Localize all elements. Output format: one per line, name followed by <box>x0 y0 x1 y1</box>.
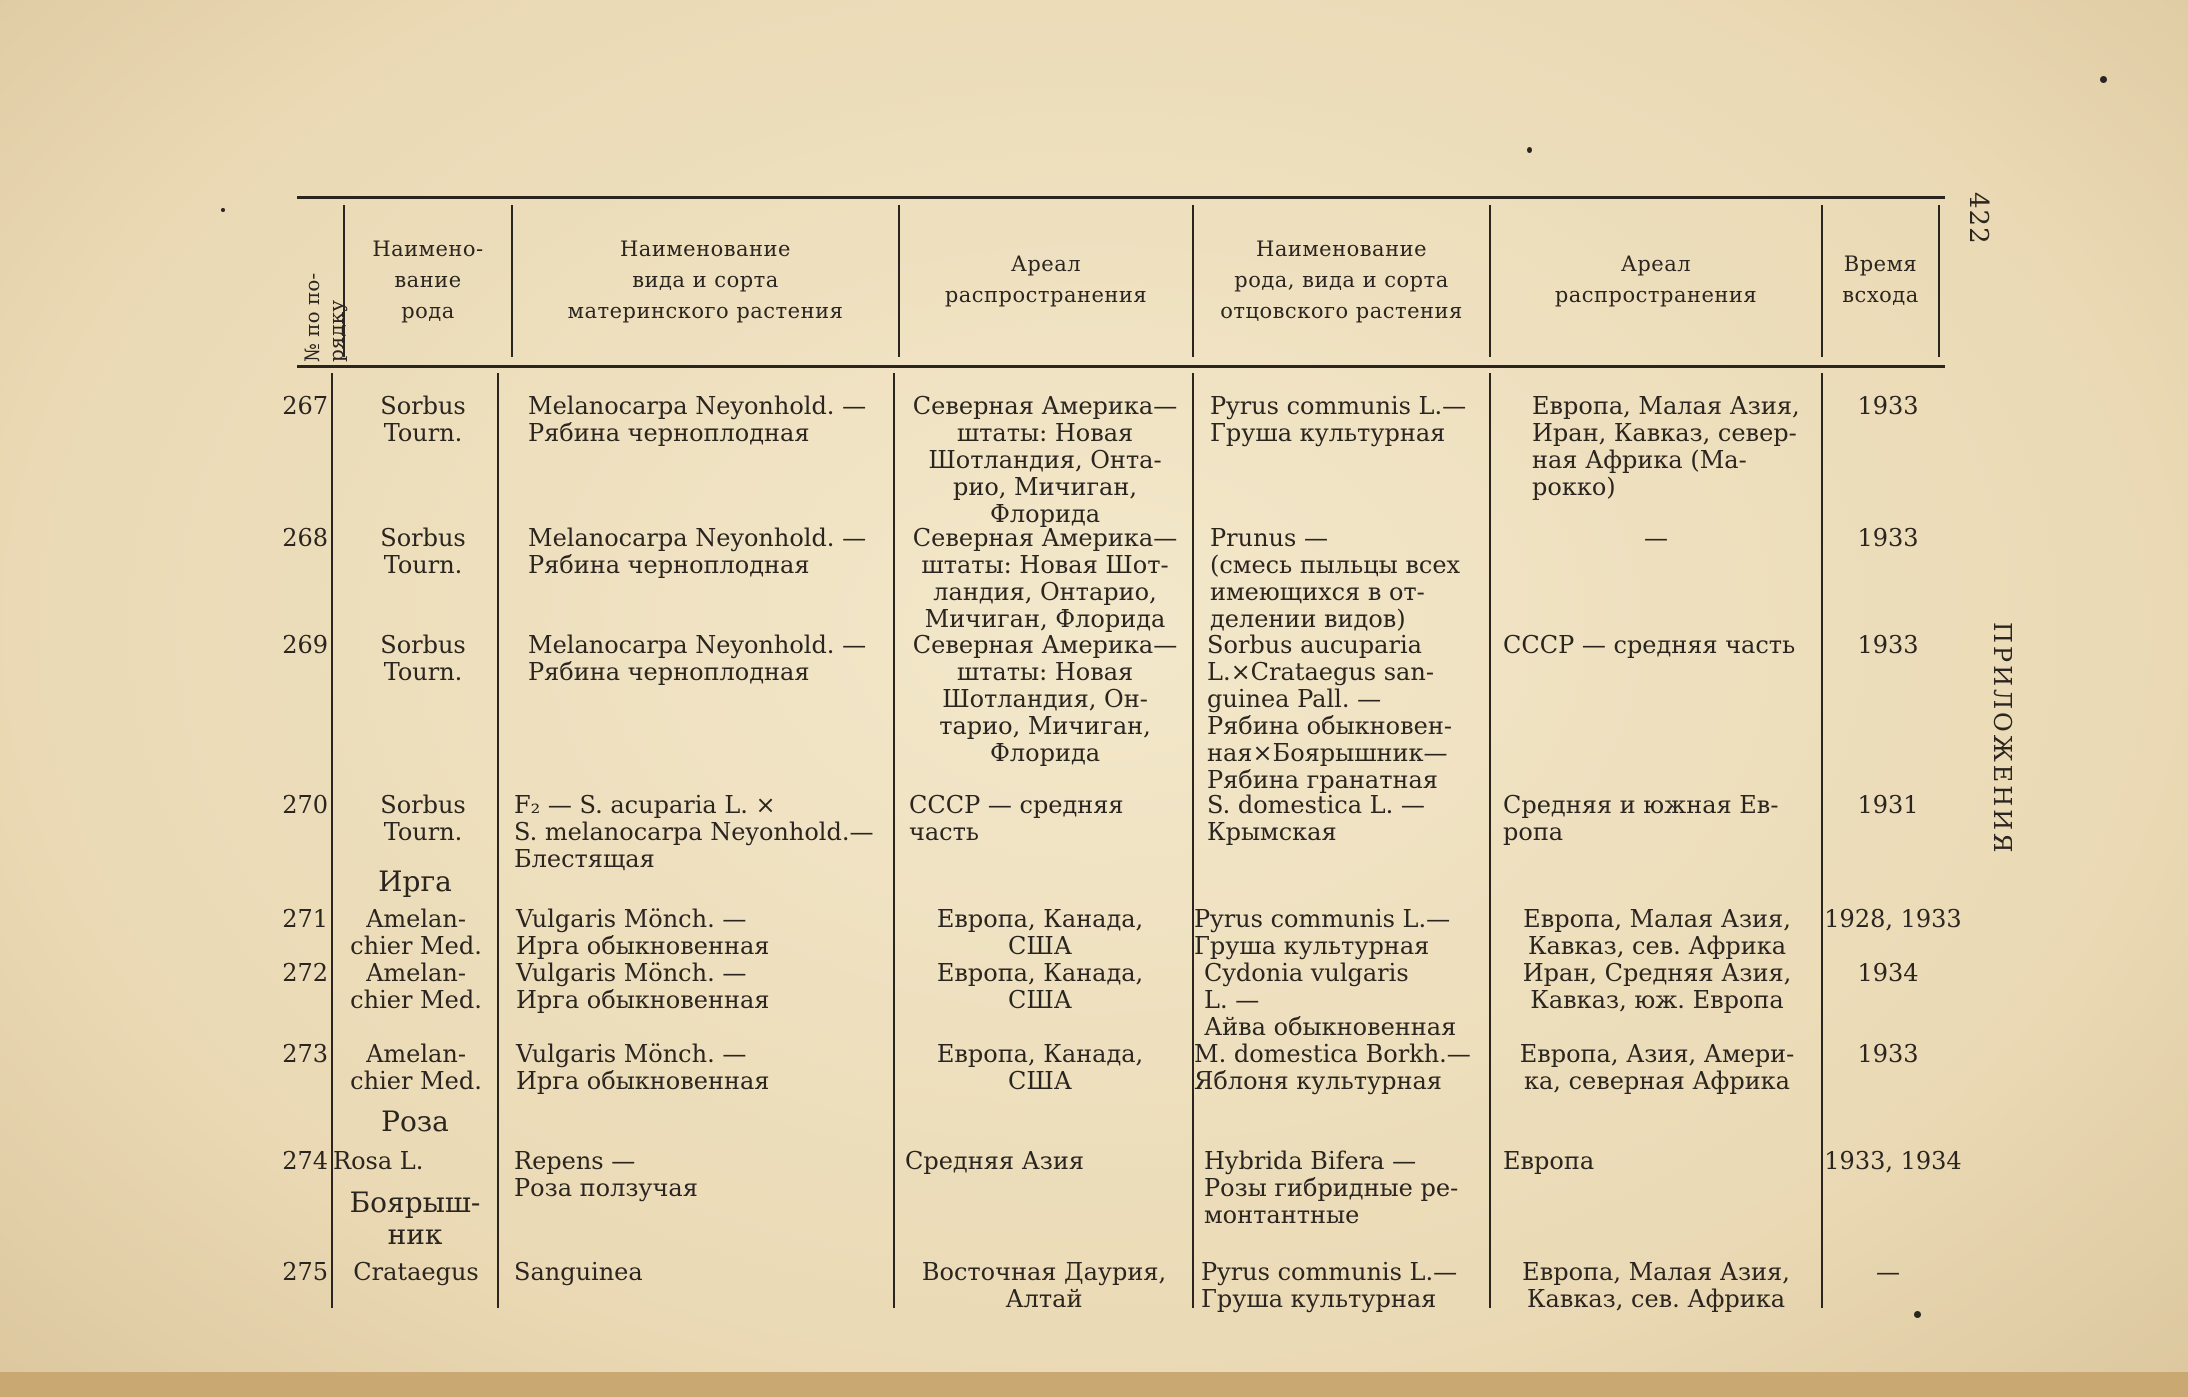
father-plant-cell: Hybrida Bifera — Розы гибридные ре- монтантные <box>1204 1147 1459 1229</box>
column-divider <box>1489 373 1491 1308</box>
row-number: 273 <box>282 1040 328 1068</box>
mother-area-cell: Европа, Канада, США <box>936 905 1144 960</box>
genus-cell: Sorbus Tourn. <box>380 631 466 686</box>
row-number: 274 <box>282 1147 328 1175</box>
header-row-number: № по по- рядку <box>300 272 348 362</box>
page-number: 422 <box>1963 192 1993 245</box>
header-bottom-rule <box>297 365 1945 368</box>
father-area-cell: Европа, Азия, Амери- ка, северная Африка <box>1519 1040 1795 1095</box>
genus-cell: Amelan- chier Med. <box>350 905 482 960</box>
mother-plant-cell: Vulgaris Mönch. — Ирга обыкновенная <box>516 905 770 960</box>
father-area-cell: СССР — средняя часть <box>1503 631 1796 659</box>
father-area-cell: Средняя и южная Ев- ропа <box>1503 791 1779 846</box>
mother-plant-cell: Vulgaris Mönch. — Ирга обыкновенная <box>516 959 770 1014</box>
mother-area-cell: Европа, Канада, США <box>936 959 1144 1014</box>
father-area-cell: — <box>1644 524 1668 552</box>
genus-cell: Crataegus <box>353 1258 479 1286</box>
father-area-cell: Европа, Малая Азия, Кавказ, сев. Африка <box>1522 1258 1790 1313</box>
father-plant-cell: Pyrus communis L.— Груша культурная <box>1201 1258 1458 1313</box>
page-edge <box>0 1372 2188 1397</box>
print-speck <box>1527 147 1532 153</box>
genus-cell: Amelan- chier Med. <box>350 1040 482 1095</box>
header-divider <box>1938 205 1940 357</box>
row-number: 275 <box>282 1258 328 1286</box>
time-cell: 1931 <box>1857 791 1919 819</box>
father-plant-cell: S. domestica L. — Крымская <box>1207 791 1425 846</box>
father-area-cell: Европа <box>1503 1147 1595 1175</box>
header-father-plant: Наименование рода, вида и сорта отцовского растения <box>1220 236 1463 323</box>
mother-area-cell: СССР — средняя часть <box>909 791 1124 846</box>
genus-cell: Sorbus Tourn. <box>380 791 466 846</box>
row-number: 272 <box>282 959 328 987</box>
mother-plant-cell: Melanocarpa Neyonhold. — Рябина черноплодная <box>528 631 867 686</box>
column-divider <box>1192 373 1194 1308</box>
header-mother-plant: Наименование вида и сорта материнского растения <box>567 236 844 323</box>
mother-plant-cell: F₂ — S. acuparia L. × S. melanocarpa Neyonhold.— Блестящая <box>514 791 874 873</box>
father-area-cell: Европа, Малая Азия, Кавказ, сев. Африка <box>1523 905 1791 960</box>
genus-cell: Sorbus Tourn. <box>380 392 466 447</box>
header-sprouting-time: Время всхода <box>1842 252 1919 307</box>
table-top-rule <box>297 196 1945 199</box>
print-speck <box>221 208 225 212</box>
time-cell: 1934 <box>1857 959 1919 987</box>
header-father-area: Ареал распространения <box>1554 252 1758 307</box>
father-plant-cell: Prunus — (смесь пыльцы всех имеющихся в от- делении видов) <box>1210 524 1461 633</box>
father-area-cell: Европа, Малая Азия, Иран, Кавказ, север- ная Африка (Ма- рокко) <box>1532 392 1800 501</box>
time-cell: 1933 <box>1857 392 1919 420</box>
father-area-cell: Иран, Средняя Азия, Кавказ, юж. Европа <box>1522 959 1792 1014</box>
row-number: 267 <box>282 392 328 420</box>
time-cell: 1933 <box>1857 631 1919 659</box>
mother-plant-cell: Melanocarpa Neyonhold. — Рябина черноплодная <box>528 392 867 447</box>
mother-plant-cell: Repens — Роза ползучая <box>514 1147 698 1202</box>
mother-area-cell: Северная Америка— штаты: Новая Шотландия, Онта- рио, Мичиган, Флорида <box>912 392 1178 528</box>
mother-area-cell: Средняя Азия <box>905 1147 1085 1175</box>
mother-plant-cell: Sanguinea <box>514 1258 643 1286</box>
time-cell: 1933 <box>1857 1040 1919 1068</box>
father-plant-cell: Cydonia vulgaris L. — Айва обыкновенная <box>1204 959 1457 1041</box>
group-label-boyaryshnik: Боярыш- ник <box>349 1186 481 1251</box>
mother-area-cell: Северная Америка— штаты: Новая Шотландия, Он- тарио, Мичиган, Флорида <box>912 631 1178 767</box>
time-cell: 1933, 1934 <box>1824 1147 1962 1175</box>
row-number: 270 <box>282 791 328 819</box>
time-cell: — <box>1876 1258 1900 1286</box>
mother-area-cell: Восточная Даурия, Алтай <box>921 1258 1167 1313</box>
father-plant-cell: Pyrus communis L.— Груша культурная <box>1194 905 1451 960</box>
mother-area-cell: Европа, Канада, США <box>936 1040 1144 1095</box>
group-label-roza: Роза <box>381 1105 449 1138</box>
header-genus: Наимено- вание рода <box>372 236 484 323</box>
print-speck <box>2100 76 2107 83</box>
header-mother-area: Ареал распространения <box>944 252 1148 307</box>
mother-area-cell: Северная Америка— штаты: Новая Шот- ландия, Онтарио, Мичиган, Флорида <box>912 524 1178 633</box>
father-plant-cell: Pyrus communis L.— Груша культурная <box>1210 392 1467 447</box>
genus-cell: Rosa L. <box>333 1147 424 1175</box>
row-number: 269 <box>282 631 328 659</box>
father-plant-cell: M. domestica Borkh.— Яблоня культурная <box>1194 1040 1471 1095</box>
genus-cell: Sorbus Tourn. <box>380 524 466 579</box>
mother-plant-cell: Melanocarpa Neyonhold. — Рябина черноплодная <box>528 524 867 579</box>
row-number: 271 <box>282 905 328 933</box>
time-cell: 1928, 1933 <box>1824 905 1962 933</box>
section-title: ПРИЛОЖЕНИЯ <box>1988 622 2016 856</box>
print-speck <box>1914 1311 1921 1318</box>
father-plant-cell: Sorbus aucuparia L.×Crataegus san- guinea Pall. — Рябина обыкновен- ная×Боярышник— Рябина гранатная <box>1207 631 1452 794</box>
genus-cell: Amelan- chier Med. <box>350 959 482 1014</box>
column-divider <box>893 373 895 1308</box>
time-cell: 1933 <box>1857 524 1919 552</box>
row-number: 268 <box>282 524 328 552</box>
mother-plant-cell: Vulgaris Mönch. — Ирга обыкновенная <box>516 1040 770 1095</box>
group-label-irga: Ирга <box>378 865 452 898</box>
